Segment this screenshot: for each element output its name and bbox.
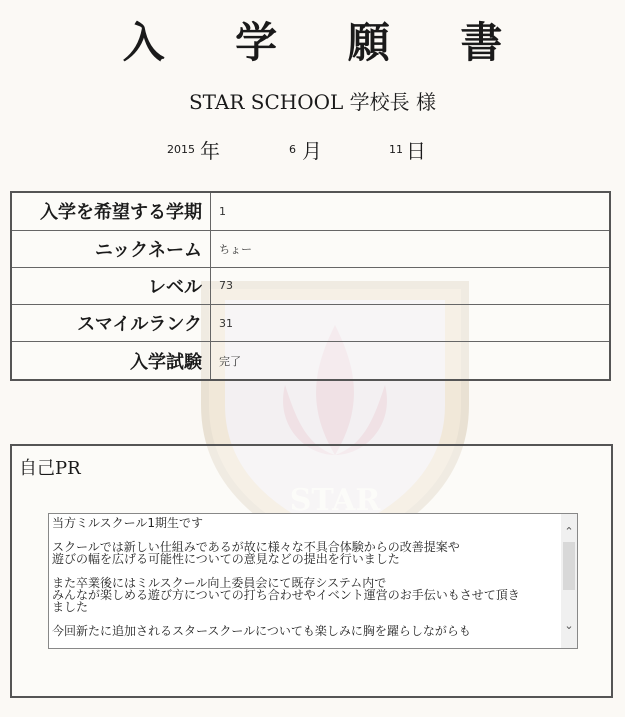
smile-rank-value: 31 bbox=[211, 305, 611, 342]
nickname-value: ちょー bbox=[211, 230, 611, 267]
table-row bbox=[11, 342, 610, 380]
table-row bbox=[11, 192, 610, 230]
semester-label: 入学を希望する学期 bbox=[11, 192, 211, 230]
smile-rank-label: スマイルランク bbox=[11, 305, 211, 342]
self-pr-textarea[interactable] bbox=[48, 513, 578, 649]
level-label: レベル bbox=[11, 267, 211, 304]
date-row bbox=[0, 135, 625, 165]
date-month-unit: 月 bbox=[302, 139, 322, 163]
self-pr-section bbox=[10, 444, 613, 698]
table-row bbox=[11, 305, 610, 342]
chevron-down-icon[interactable]: ⌄ bbox=[564, 619, 574, 632]
self-pr-title: 自己PR bbox=[19, 458, 81, 479]
nickname-label: ニックネーム bbox=[11, 230, 211, 267]
chevron-up-icon[interactable]: ⌃ bbox=[564, 525, 574, 538]
date-month: 6 bbox=[289, 143, 296, 156]
scroll-thumb[interactable] bbox=[563, 542, 575, 590]
semester-value: 1 bbox=[211, 192, 611, 230]
entrance-exam-label: 入学試験 bbox=[11, 342, 211, 380]
entrance-exam-value: 完了 bbox=[211, 342, 611, 380]
level-value: 73 bbox=[211, 267, 611, 304]
date-year-unit: 年 bbox=[200, 139, 220, 163]
table-row bbox=[11, 267, 610, 304]
addressee: STAR SCHOOL 学校長 様 bbox=[188, 90, 437, 114]
emblem-text: STAR bbox=[289, 483, 381, 518]
application-info-table bbox=[10, 191, 611, 381]
date-day: 11 bbox=[389, 143, 403, 156]
self-pr-text: 当方ミルスクール1期生です スクールでは新しい仕組みであるが故に様々な不具合体験からの改善提案や 遊びの幅を広げる可能性についての意見などの提出を行いました また卒業後にはミルスクール向上委員会にて既存システム内で みんなが楽しめる遊び方についての打ち合わせやイベント運営のお手伝いもさせて頂き ました 今回新たに追加されるスタースクールについても楽しみに胸を躍らしながらも bbox=[52, 516, 520, 638]
table-row bbox=[11, 230, 610, 267]
date-year: 2015 bbox=[167, 143, 195, 156]
date-day-unit: 日 bbox=[406, 139, 426, 163]
scrollbar[interactable] bbox=[561, 514, 577, 648]
page-title: 入 学 願 書 bbox=[122, 18, 531, 67]
